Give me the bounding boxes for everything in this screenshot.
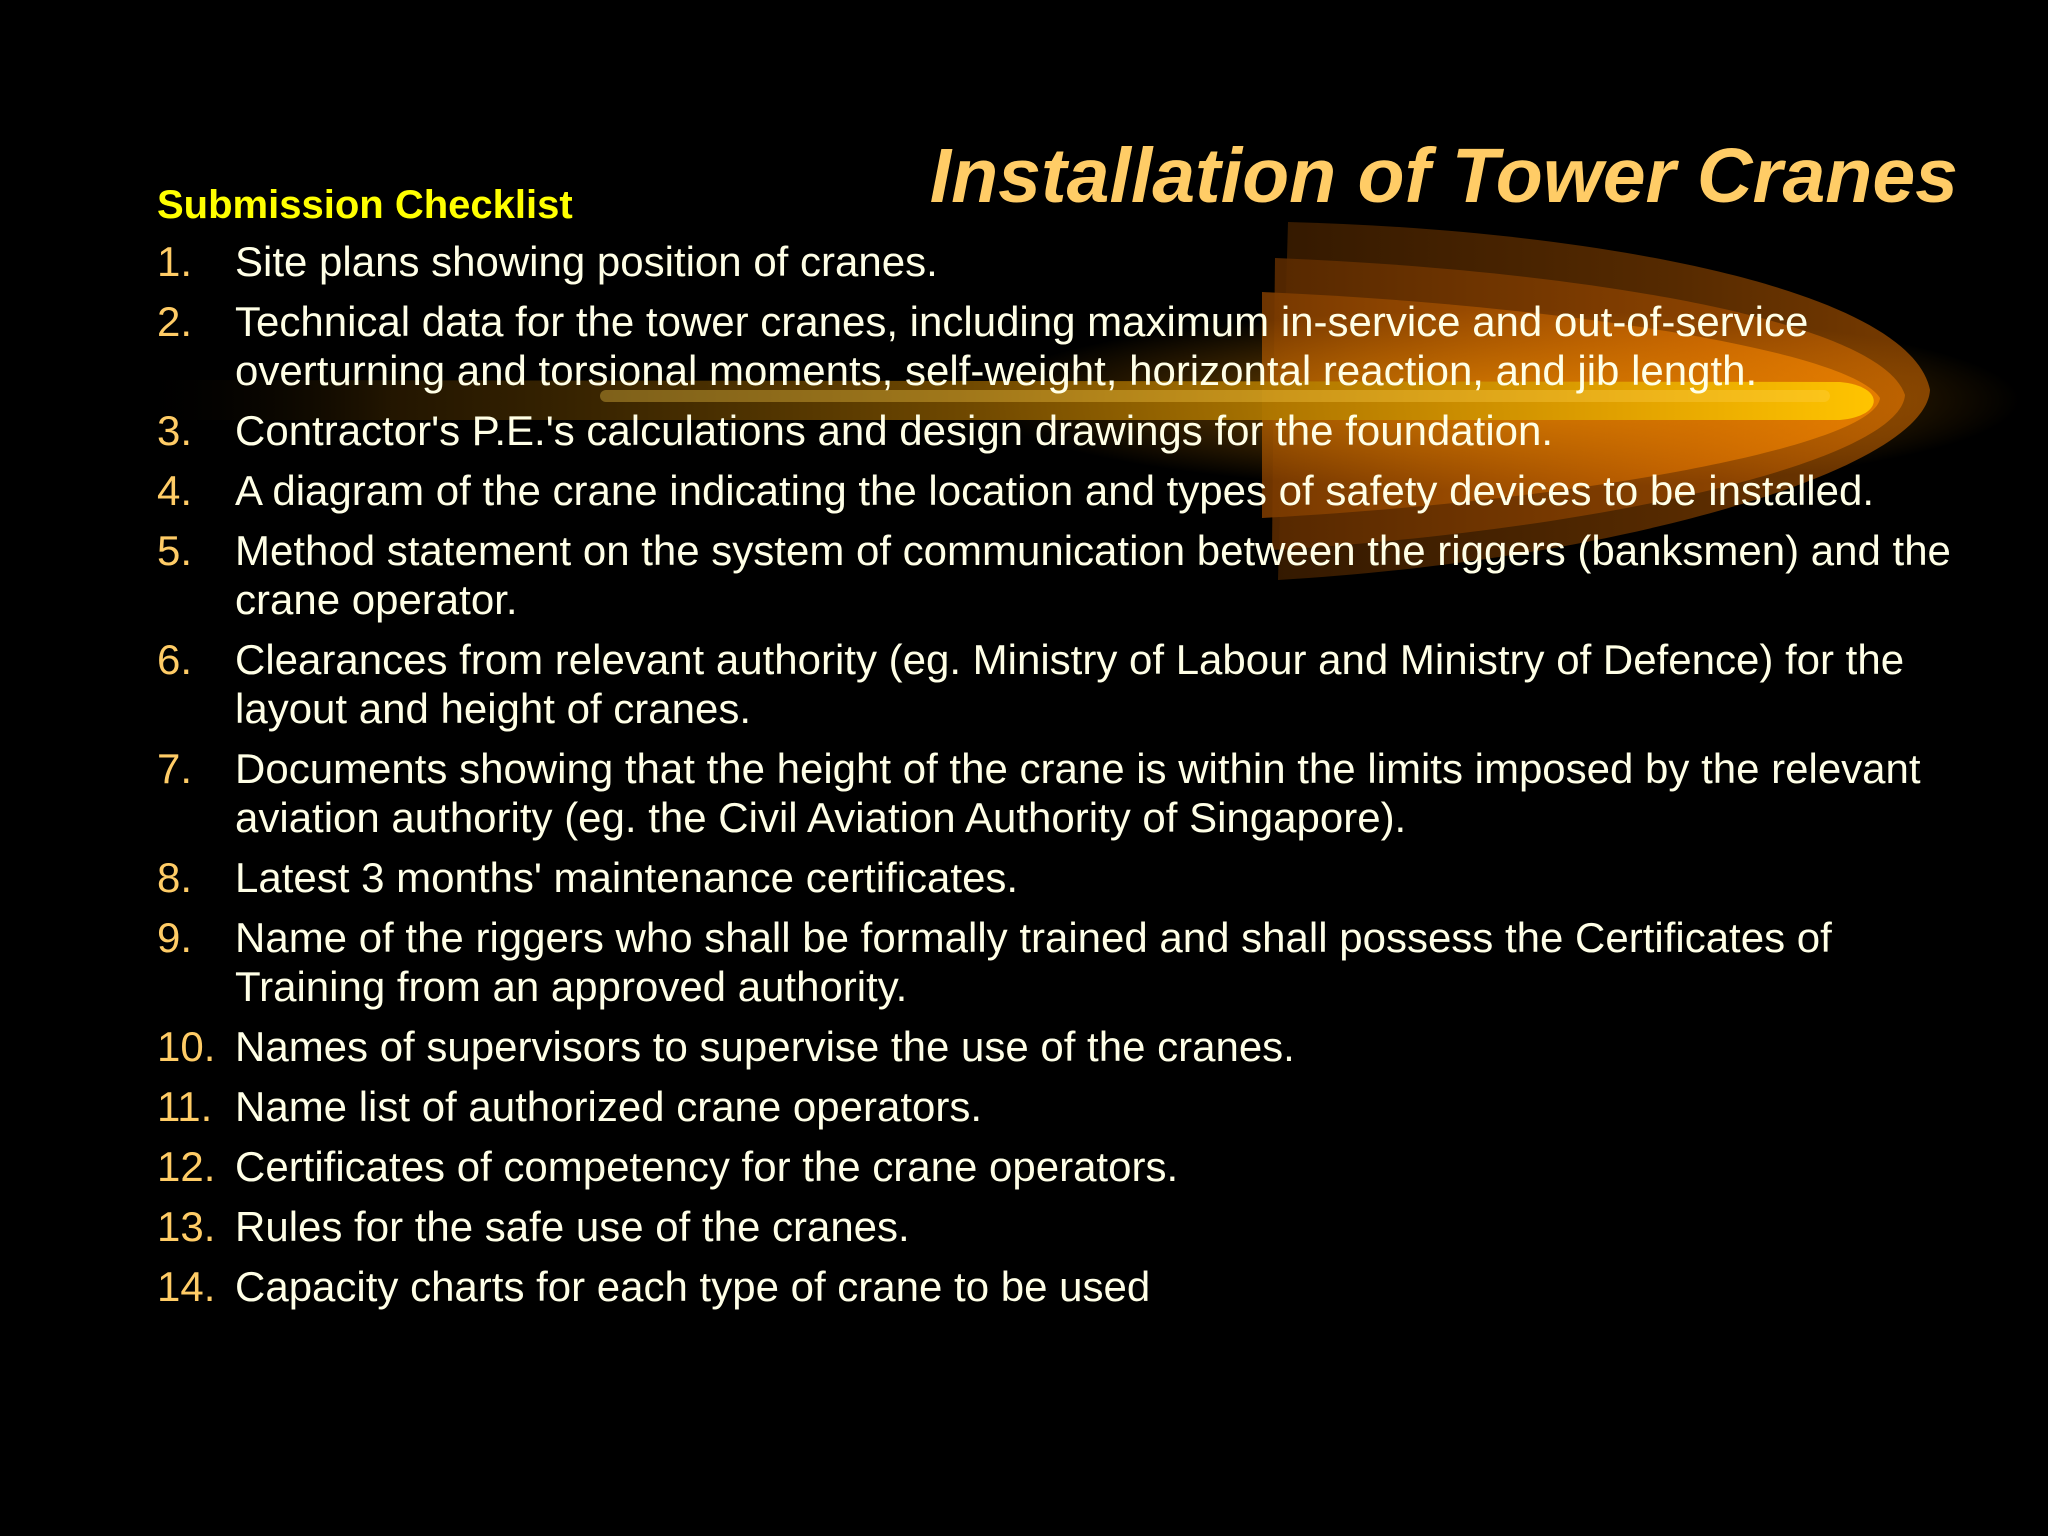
- item-number: 8.: [157, 854, 193, 901]
- checklist-item: [157, 744, 1967, 842]
- item-number: 2.: [157, 298, 193, 345]
- item-number: 9.: [157, 914, 193, 961]
- item-text: Documents showing that the height of the crane is within the limits imposed by the relevant aviation authority (eg. the Civil Aviation Authority of Singapore).: [235, 745, 1921, 841]
- checklist-item: [157, 237, 1967, 286]
- item-text: Contractor's P.E.'s calculations and design drawings for the foundation.: [235, 407, 1554, 454]
- checklist-item: [157, 297, 1967, 395]
- item-number: 3.: [157, 407, 193, 454]
- item-number: 5.: [157, 527, 193, 574]
- item-text: Capacity charts for each type of crane to be used: [235, 1263, 1151, 1310]
- checklist-item: [157, 1082, 1967, 1131]
- item-text: A diagram of the crane indicating the location and types of safety devices to be installed.: [235, 467, 1875, 514]
- item-number: 4.: [157, 467, 193, 514]
- item-text: Names of supervisors to supervise the use of the cranes.: [235, 1023, 1295, 1070]
- checklist-item: [157, 1022, 1967, 1071]
- checklist-item: [157, 913, 1967, 1011]
- item-text: Method statement on the system of communication between the riggers (banksmen) and the crane operator.: [235, 527, 1951, 623]
- item-text: Site plans showing position of cranes.: [235, 238, 938, 285]
- item-text: Rules for the safe use of the cranes.: [235, 1203, 910, 1250]
- checklist-item: [157, 406, 1967, 455]
- item-number: 12.: [157, 1143, 216, 1190]
- checklist-item: [157, 526, 1967, 624]
- item-number: 11.: [157, 1083, 213, 1130]
- checklist-item: [157, 635, 1967, 733]
- item-number: 6.: [157, 636, 193, 683]
- item-number: 10.: [157, 1023, 216, 1070]
- checklist-item: [157, 1262, 1967, 1311]
- checklist-item: [157, 1142, 1967, 1191]
- submission-checklist: [157, 237, 1967, 1322]
- slide-title: Installation of Tower Cranes: [929, 133, 1958, 219]
- item-number: 14.: [157, 1263, 216, 1310]
- item-text: Name of the riggers who shall be formally trained and shall possess the Certificates of Training from an approved authority.: [235, 914, 1832, 1010]
- item-number: 7.: [157, 745, 193, 792]
- item-text: Latest 3 months' maintenance certificates.: [235, 854, 1019, 901]
- item-text: Clearances from relevant authority (eg. Ministry of Labour and Ministry of Defence) for the layout and height of cranes.: [235, 636, 1905, 732]
- item-text: Technical data for the tower cranes, including maximum in-service and out-of-service overturning and torsional moments, self-weight, horizontal reaction, and jib length.: [235, 298, 1809, 394]
- item-number: 13.: [157, 1203, 216, 1250]
- checklist-item: [157, 466, 1967, 515]
- item-text: Name list of authorized crane operators.: [235, 1083, 983, 1130]
- checklist-heading: Submission Checklist: [157, 183, 573, 227]
- item-text: Certificates of competency for the crane operators.: [235, 1143, 1179, 1190]
- checklist-item: [157, 1202, 1967, 1251]
- checklist-item: [157, 853, 1967, 902]
- item-number: 1.: [157, 238, 193, 285]
